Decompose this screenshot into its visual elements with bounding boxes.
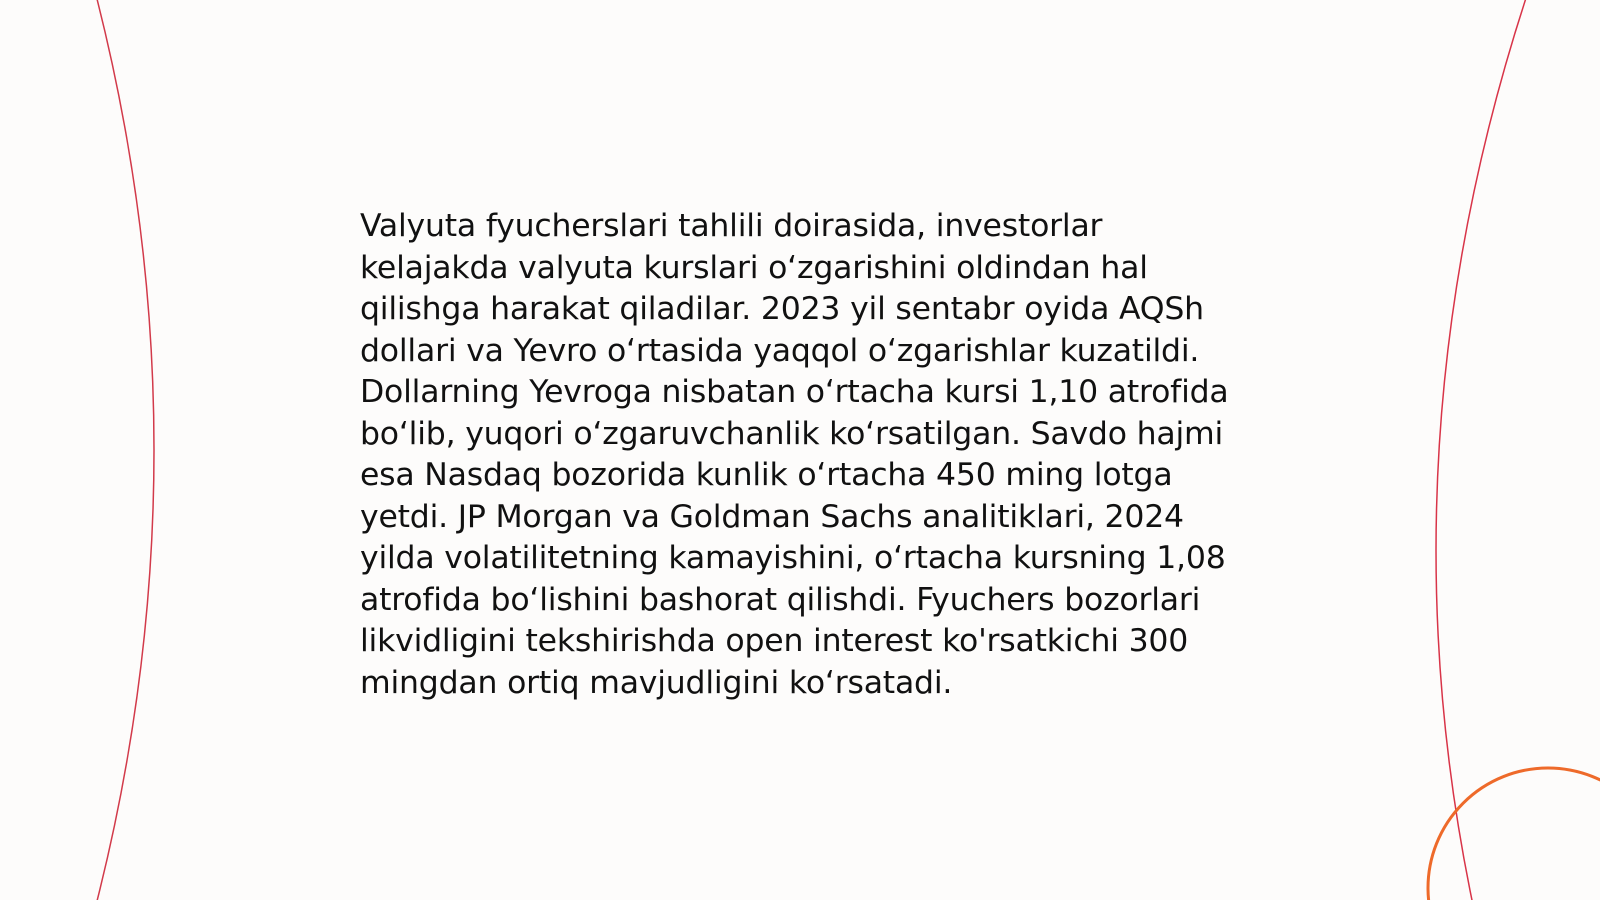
corner-circle — [1428, 768, 1600, 900]
slide-paragraph: Valyuta fyucherslari tahlili doirasida, investorlar kelajakda valyuta kurslari o‘zgarishini oldindan hal qilishga harakat qiladilar. 2023 yil sentabr oyida AQSh dollari va Yevro o‘rtasida yaqqol o‘zgarishlar kuzatildi. Dollarning Yevroga nisbatan o‘rtacha kursi 1,10 atrofida bo‘lib, yuqori o‘zgaruvchanlik ko‘rsatilgan. Savdo hajmi esa Nasdaq bozorida kunlik o‘rtacha 450 ming lotga yetdi. JP Morgan va Goldman Sachs analitiklari, 2024 yilda volatilitetning kamayishini, o‘rtacha kursning 1,08 atrofida bo‘lishini bashorat qilishdi. Fyuchers bozorlari likvidligini tekshirishda open interest ko'rsatkichi 300 mingdan ortiq mavjudligini ko‘rsatadi. — [360, 208, 1229, 701]
left-arc — [96, 0, 154, 900]
right-arc — [1436, 0, 1527, 900]
